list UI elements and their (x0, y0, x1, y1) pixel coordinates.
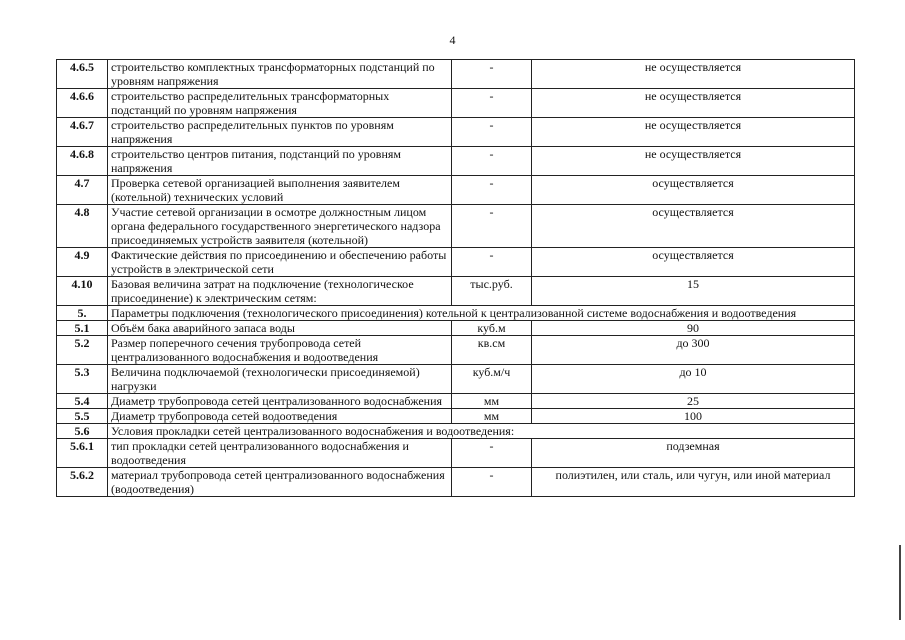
item-number: 4.8 (57, 205, 108, 248)
span-row (57, 424, 855, 439)
table-row (57, 321, 855, 336)
table-row (57, 365, 855, 394)
table-row (57, 439, 855, 468)
item-number: 4.6.8 (57, 147, 108, 176)
item-number: 5. (57, 306, 108, 321)
item-value: не осуществляется (532, 147, 855, 176)
item-description: Размер поперечного сечения трубопровода сетей централизованного водоснабжения и водоотведения (108, 336, 452, 365)
item-value: 25 (532, 394, 855, 409)
item-unit: - (452, 205, 532, 248)
item-value: осуществляется (532, 205, 855, 248)
item-value: 90 (532, 321, 855, 336)
item-number: 4.9 (57, 248, 108, 277)
table-row (57, 394, 855, 409)
item-unit: кв.см (452, 336, 532, 365)
table-row (57, 147, 855, 176)
item-number: 5.5 (57, 409, 108, 424)
item-number: 4.6.6 (57, 89, 108, 118)
item-description: Диаметр трубопровода сетей централизованного водоснабжения (108, 394, 452, 409)
section-row (57, 306, 855, 321)
item-description: Проверка сетевой организацией выполнения заявителем (котельной) технических условий (108, 176, 452, 205)
item-description: Фактические действия по присоединению и обеспечению работы устройств в электрической сети (108, 248, 452, 277)
item-description: строительство распределительных трансформаторных подстанций по уровням напряжения (108, 89, 452, 118)
item-unit: - (452, 60, 532, 89)
table-row (57, 336, 855, 365)
item-number: 4.7 (57, 176, 108, 205)
item-description: Объём бака аварийного запаса воды (108, 321, 452, 336)
item-value: не осуществляется (532, 60, 855, 89)
table-row (57, 176, 855, 205)
item-value: не осуществляется (532, 118, 855, 147)
item-value: полиэтилен, или сталь, или чугун, или иной материал (532, 468, 855, 497)
item-unit: - (452, 118, 532, 147)
item-number: 5.6.2 (57, 468, 108, 497)
item-description: строительство распределительных пунктов по уровням напряжения (108, 118, 452, 147)
table-body (57, 60, 855, 497)
item-unit: - (452, 147, 532, 176)
scan-edge-mark (899, 545, 901, 620)
item-description: строительство комплектных трансформаторных подстанций по уровням напряжения (108, 60, 452, 89)
item-number: 5.3 (57, 365, 108, 394)
item-description: материал трубопровода сетей централизованного водоснабжения (водоотведения) (108, 468, 452, 497)
item-unit: мм (452, 394, 532, 409)
table-row (57, 248, 855, 277)
item-value: подземная (532, 439, 855, 468)
item-number: 5.4 (57, 394, 108, 409)
table-row (57, 205, 855, 248)
item-number: 5.2 (57, 336, 108, 365)
section-heading: Параметры подключения (технологического присоединения) котельной к централизованной системе водоснабжения и водоотведения (108, 306, 855, 321)
item-value: до 300 (532, 336, 855, 365)
item-unit: куб.м (452, 321, 532, 336)
item-unit: куб.м/ч (452, 365, 532, 394)
table-row (57, 277, 855, 306)
item-description: Величина подключаемой (технологически присоединяемой) нагрузки (108, 365, 452, 394)
item-value: 100 (532, 409, 855, 424)
item-number: 4.6.7 (57, 118, 108, 147)
item-unit: мм (452, 409, 532, 424)
table-row (57, 409, 855, 424)
item-unit: тыс.руб. (452, 277, 532, 306)
item-value: осуществляется (532, 248, 855, 277)
item-description: тип прокладки сетей централизованного водоснабжения и водоотведения (108, 439, 452, 468)
item-unit: - (452, 176, 532, 205)
subsection-heading: Условия прокладки сетей централизованного водоснабжения и водоотведения: (108, 424, 855, 439)
item-unit: - (452, 89, 532, 118)
item-value: не осуществляется (532, 89, 855, 118)
item-unit: - (452, 439, 532, 468)
item-value: 15 (532, 277, 855, 306)
item-description: строительство центров питания, подстанций по уровням напряжения (108, 147, 452, 176)
item-unit: - (452, 248, 532, 277)
table-row (57, 118, 855, 147)
item-description: Базовая величина затрат на подключение (технологическое присоединение) к электрическим сетям: (108, 277, 452, 306)
item-number: 5.6 (57, 424, 108, 439)
item-value: осуществляется (532, 176, 855, 205)
page-number: 4 (449, 33, 456, 47)
item-description: Диаметр трубопровода сетей водоотведения (108, 409, 452, 424)
table-row (57, 468, 855, 497)
table-row (57, 60, 855, 89)
item-value: до 10 (532, 365, 855, 394)
parameters-table (56, 59, 855, 497)
table-row (57, 89, 855, 118)
item-unit: - (452, 468, 532, 497)
item-number: 4.6.5 (57, 60, 108, 89)
item-number: 5.6.1 (57, 439, 108, 468)
item-description: Участие сетевой организации в осмотре должностным лицом органа федерального государственного энергетического надзора присоединяемых устройств заявителя (котельной) (108, 205, 452, 248)
item-number: 4.10 (57, 277, 108, 306)
item-number: 5.1 (57, 321, 108, 336)
